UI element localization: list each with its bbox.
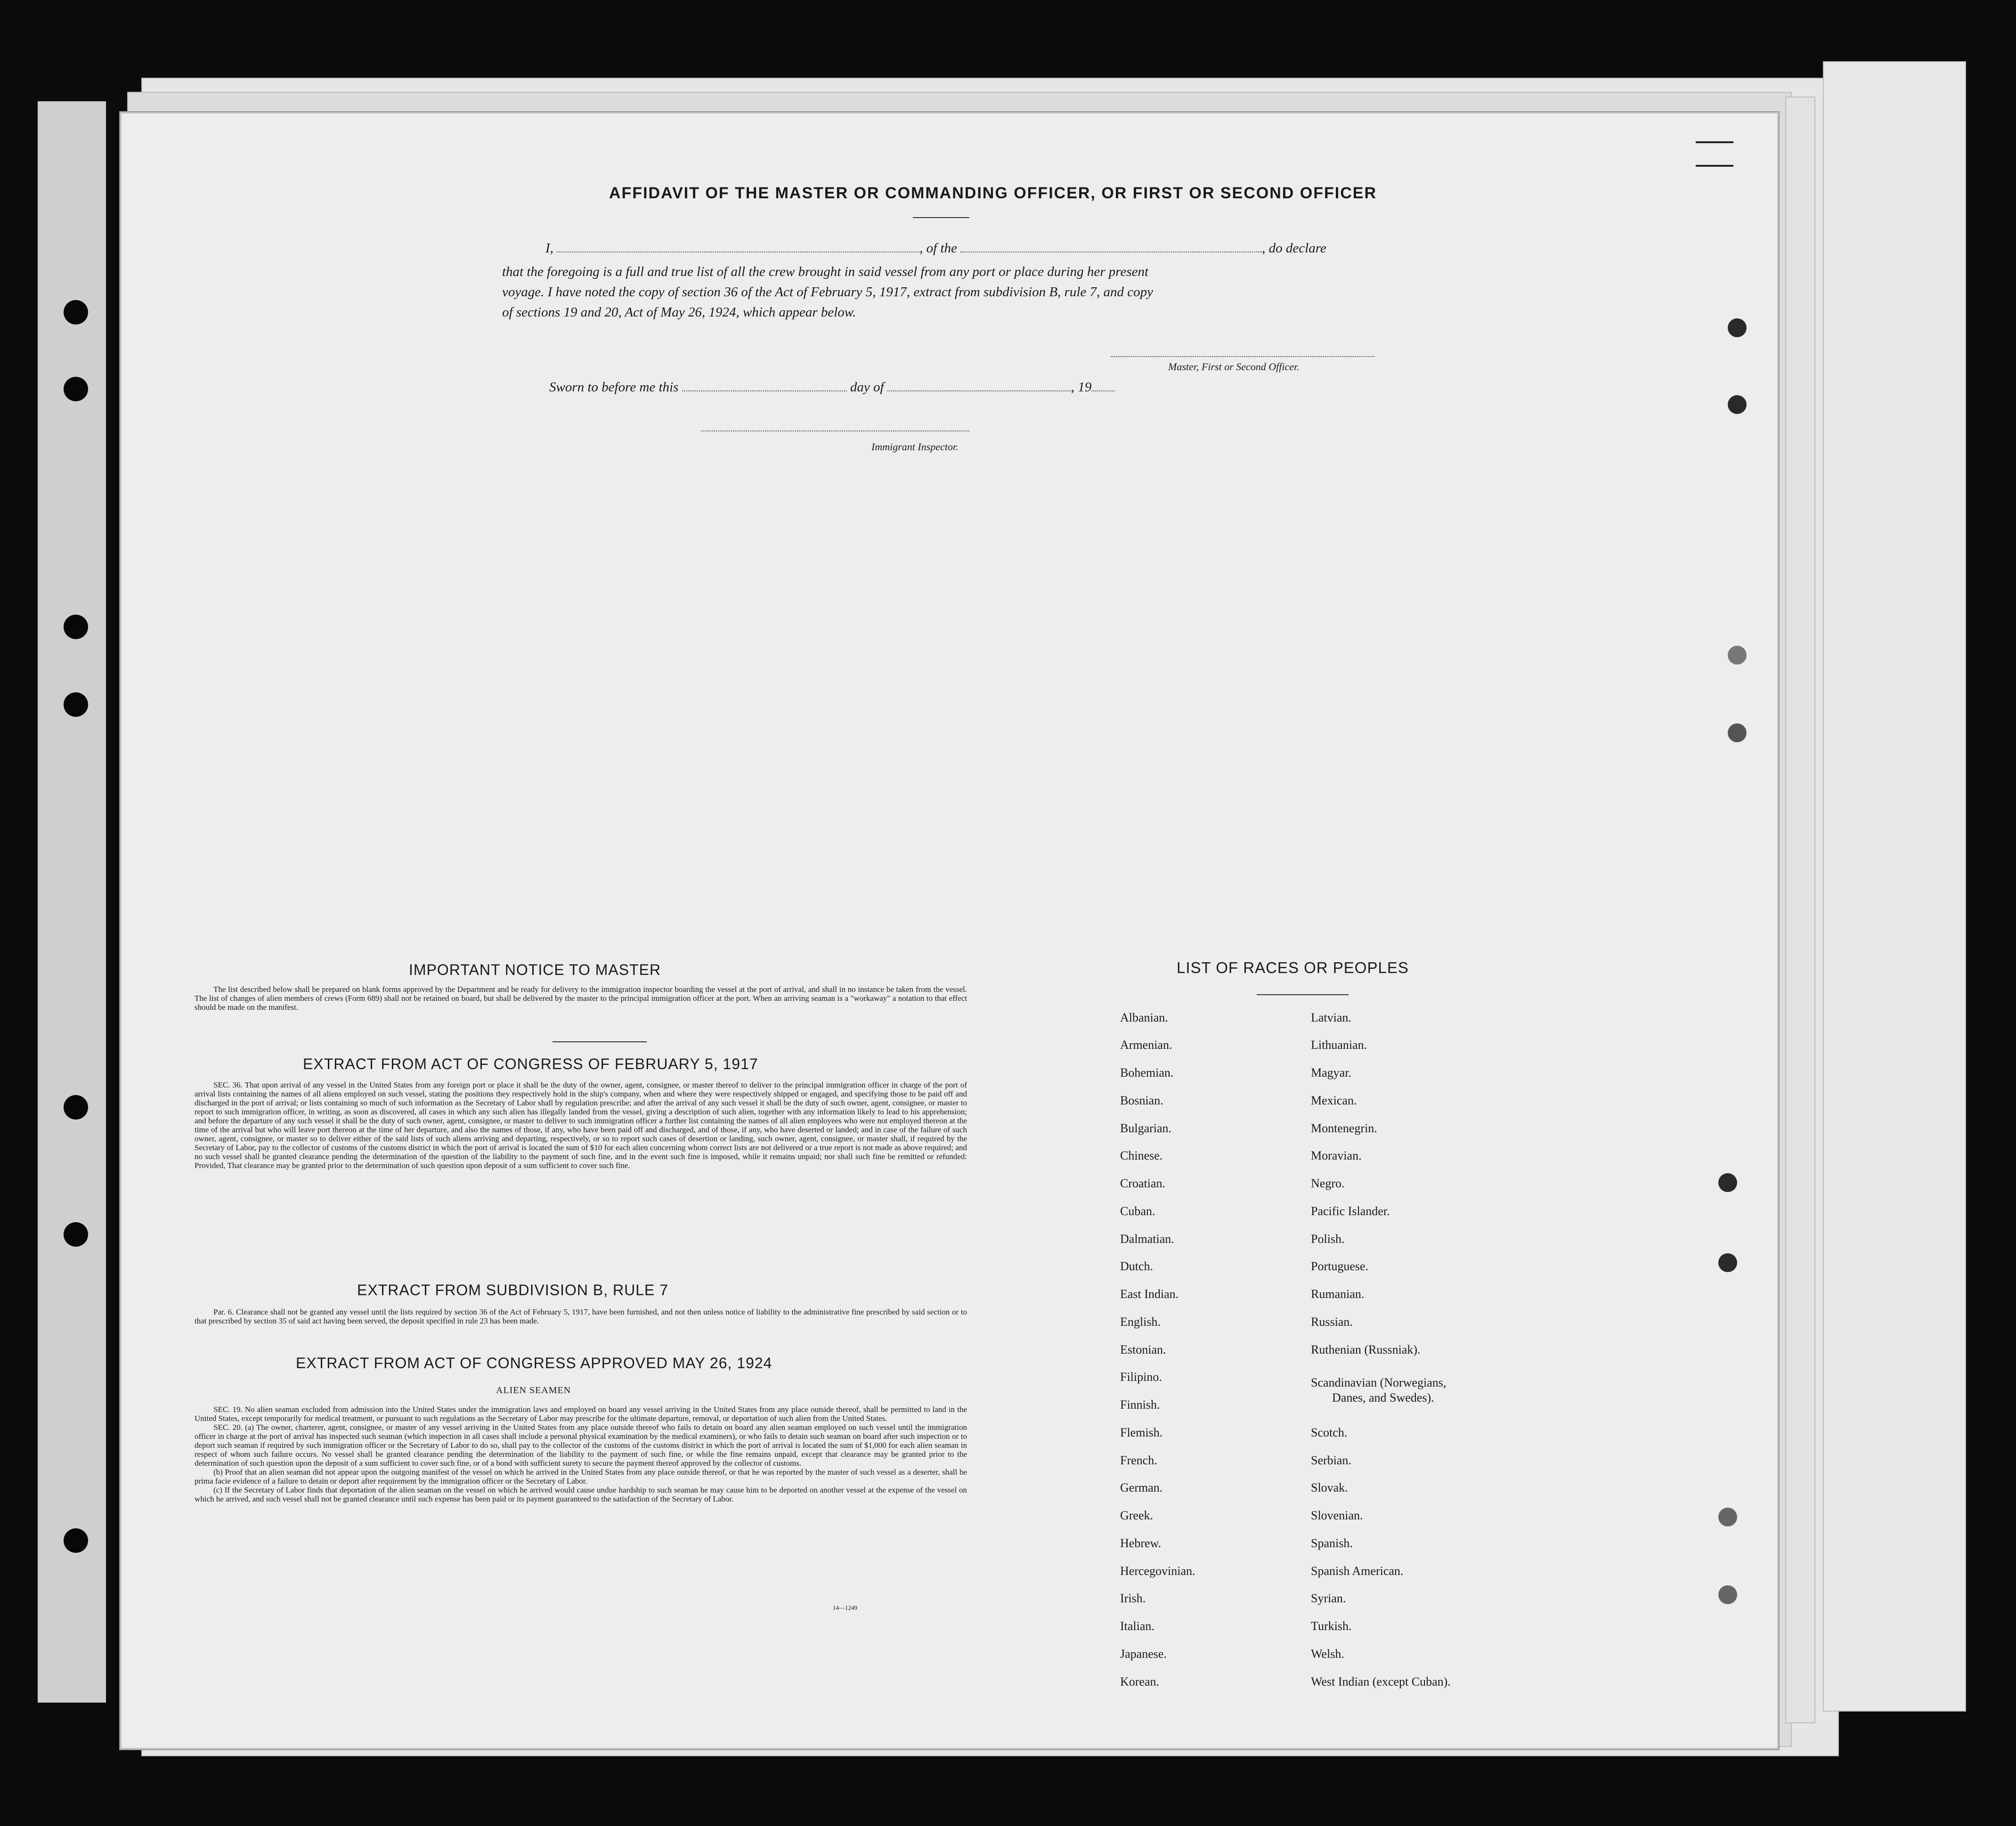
alien-seamen-subtitle: ALIEN SEAMEN <box>496 1385 571 1396</box>
race-item: Negro. <box>1311 1177 1345 1190</box>
affidavit-declare-label: , do declare <box>1262 241 1326 256</box>
punch-hole <box>64 1528 88 1553</box>
corner-mark <box>1696 165 1733 167</box>
race-item: Pacific Islander. <box>1311 1204 1390 1218</box>
page-edge <box>1785 97 1815 1723</box>
pin-mark <box>1728 723 1747 742</box>
affidavit-line3: voyage. I have noted the copy of section 36 of the Act of February 5, 1917, extract from subdivision B, rule 7, and copy <box>502 284 1154 300</box>
race-item: Welsh. <box>1311 1647 1344 1661</box>
race-item: Hercegovinian. <box>1120 1564 1195 1578</box>
race-item: Russian. <box>1311 1315 1353 1329</box>
affidavit-body <box>502 262 1439 323</box>
extract-rule7-text: Par. 6. Clearance shall not be granted any vessel until the lists required by section 36 of the Act of February 5, 1917, have been furnished, and not then unless notice of liability to the administrative fine prescribed by said section or to that prescribed by section 35 of said act having been served, the deposit specified in rule 23 has been made. <box>195 1307 967 1325</box>
race-item: Greek. <box>1120 1509 1154 1522</box>
pin-mark <box>1718 1173 1737 1192</box>
race-item: Flemish. <box>1120 1426 1163 1439</box>
affidavit-i-label: I, <box>545 241 553 256</box>
race-item-continued: Danes, and Swedes). <box>1332 1391 1434 1404</box>
pin-mark <box>1718 1508 1737 1526</box>
master-signature-line[interactable] <box>1111 356 1374 357</box>
race-item: Mexican. <box>1311 1094 1357 1107</box>
corner-mark <box>1696 141 1733 143</box>
punch-hole <box>64 1222 88 1247</box>
affidavit-title: AFFIDAVIT OF THE MASTER OR COMMANDING OFFICER, OR FIRST OR SECOND OFFICER <box>609 184 1377 202</box>
sworn-day-blank[interactable] <box>682 390 847 391</box>
document-page <box>120 112 1779 1749</box>
affidavit-line4: of sections 19 and 20, Act of May 26, 1924, which appear below. <box>502 305 856 320</box>
race-item: English. <box>1120 1315 1161 1329</box>
race-item: Rumanian. <box>1311 1287 1365 1301</box>
race-item: East Indian. <box>1120 1287 1179 1301</box>
page-edge <box>1823 61 1966 1712</box>
pin-mark <box>1728 318 1747 337</box>
extract-1917-title: EXTRACT FROM ACT OF CONGRESS OF FEBRUARY 5, 1917 <box>303 1055 758 1072</box>
sworn-line <box>549 380 1115 395</box>
race-item: Italian. <box>1120 1619 1154 1633</box>
race-item: Finnish. <box>1120 1398 1160 1412</box>
title-rule <box>913 217 969 218</box>
race-item: Albanian. <box>1120 1011 1168 1024</box>
extract-rule7-title: EXTRACT FROM SUBDIVISION B, RULE 7 <box>357 1282 669 1298</box>
race-item: Chinese. <box>1120 1149 1163 1162</box>
race-item: Dutch. <box>1120 1259 1154 1273</box>
race-item: Bulgarian. <box>1120 1121 1172 1135</box>
punch-hole <box>64 377 88 401</box>
races-rule <box>1257 994 1349 995</box>
race-item: Moravian. <box>1311 1149 1362 1162</box>
race-item: Ruthenian (Russniak). <box>1311 1343 1421 1356</box>
affidavit-line1 <box>545 241 1326 256</box>
master-signature-label: Master, First or Second Officer. <box>1168 361 1300 373</box>
race-item: Turkish. <box>1311 1619 1352 1633</box>
punch-hole <box>64 692 88 717</box>
punch-hole <box>64 1095 88 1120</box>
race-item: Cuban. <box>1120 1204 1155 1218</box>
race-item: Scotch. <box>1311 1426 1348 1439</box>
race-item: Croatian. <box>1120 1177 1166 1190</box>
race-item: Estonian. <box>1120 1343 1166 1356</box>
race-item: West Indian (except Cuban). <box>1311 1675 1451 1688</box>
race-item: Japanese. <box>1120 1647 1167 1661</box>
race-item: Scandinavian (Norwegians, <box>1311 1376 1447 1389</box>
sec20c-text: (c) If the Secretary of Labor finds that deportation of the alien seaman on the vessel on which he arrived would cause undue hardship to such seaman he may cause him to be deported on another vessel at the expense of the vessel on which he arrived, and such vessel shall not be granted clearance until such expense has been paid or its payment guaranteed to the satisfaction of the Secretary of Labor. <box>195 1485 967 1503</box>
sec19-text: SEC. 19. No alien seaman excluded from admission into the United States under the immigration laws and employed on board any vessel arriving in the United States from any place outside thereof, shall be permitted to land in the United States, except temporarily for medical treatment, or pursuant to such regulations as the Secretary of Labor may prescribe for the ultimate departure, removal, or deportation of such alien from the United States. <box>195 1405 967 1423</box>
race-item: Slovak. <box>1311 1481 1348 1494</box>
race-item: Latvian. <box>1311 1011 1351 1024</box>
race-item: Montenegrin. <box>1311 1121 1377 1135</box>
punch-hole <box>64 615 88 639</box>
affidavit-of-the-label: , of the <box>919 241 957 256</box>
inspector-signature-line[interactable] <box>701 430 969 431</box>
race-item: Dalmatian. <box>1120 1232 1174 1246</box>
race-item: Lithuanian. <box>1311 1038 1367 1052</box>
race-item: Syrian. <box>1311 1591 1346 1605</box>
sworn-year-blank[interactable] <box>1091 390 1115 391</box>
punch-hole <box>64 300 88 325</box>
race-item: German. <box>1120 1481 1163 1494</box>
notice-title: IMPORTANT NOTICE TO MASTER <box>409 961 661 978</box>
extract-1924-body <box>195 1405 967 1503</box>
pin-mark <box>1718 1253 1737 1272</box>
race-item: Bosnian. <box>1120 1094 1163 1107</box>
race-item: Spanish. <box>1311 1536 1353 1550</box>
race-item: Serbian. <box>1311 1453 1351 1467</box>
extract-1917-text: SEC. 36. That upon arrival of any vessel in the United States from any foreign port or place it shall be the duty of the owner, agent, consignee, or master thereof to deliver to the principal immigration officer in charge of the port of arrival lists containing the names of all aliens employed on such vessel, stating the positions they respectively hold in the ship's company, when and where they were respectively shipped or engaged, and specifying those to be paid off and discharged in the port of arrival; or lists containing so much of such information as the Secretary of Labor shall by regulation prescribe; and after the arrival of any such vessel it shall be the duty of such owner, agent, consignee, or master to report to such immigration officer, in writing, as soon as discovered, all cases in which any such alien has illegally landed from the vessel, giving a description of such alien, together with any information likely to lead to his apprehension; and before the departure of any such vessel it shall be the duty of such owner, agent, consignee, or master to deliver to such immigration officer a further list containing the names of all alien employees who were not employed thereon at the time of the arrival but who will leave port thereon at the time of her departure, and also the names of those, if any, who have been paid off and discharged, and of those, if any, who have deserted or landed; and in case of the failure of such owner, agent, consignee, or master so to deliver either of the said lists of such aliens arriving and departing, respectively, or so to report such cases of desertion or landing, such owner, agent, consignee, or master shall, if required by the Secretary of Labor, pay to the collector of customs of the customs district in which the port of arrival is located the sum of $10 for each alien concerning whom correct lists are not delivered or a true report is not made as above required; and no such vessel shall be granted clearance pending the determination of the question of the liability to the payment of such fine, and in the event such fine is imposed, while it remains unpaid; nor shall such fine be remitted or refunded: Provided, That clearance may be granted prior to the determination of such question upon deposit of a sum sufficient to cover such fine. <box>195 1080 967 1170</box>
race-item: Magyar. <box>1311 1066 1351 1079</box>
race-item: Bohemian. <box>1120 1066 1174 1079</box>
races-title: LIST OF RACES OR PEOPLES <box>1177 959 1409 976</box>
sworn-year-label: , 19 <box>1071 380 1092 395</box>
sworn-day-of-label: day of <box>850 380 884 395</box>
race-item: Polish. <box>1311 1232 1345 1246</box>
section-rule <box>553 1041 647 1042</box>
race-item: Slovenian. <box>1311 1509 1363 1522</box>
race-item: Irish. <box>1120 1591 1146 1605</box>
affidavit-line2: that the foregoing is a full and true list of all the crew brought in said vessel from any port or place during her present <box>502 264 1149 279</box>
sec20a-text: SEC. 20. (a) The owner, charterer, agent, consignee, or master of any vessel arriving in the United States from any place outside thereof who fails to detain on board any alien seaman employed on such vessel until the immigration officer in charge at the port of arrival has inspected such seaman (which inspection in all cases shall include a personal physical examination by the medical examiners), or who fails to detain such seaman on board after such inspection or to deport such seaman if required by such immigration officer or the Secretary of Labor to do so, shall pay to the collector of the customs of the customs district in which the port of arrival is located the sum of $1,000 for each alien seaman in respect of whom such failure occurs. No vessel shall be granted clearance pending the determination of the liability to the payment of such fine, or while the fine remains unpaid, except that clearance may be granted prior to the determination of such question upon the deposit of a sum sufficient to cover such fine, or of a bond with sufficient surety to secure the payment thereof approved by the collector of customs. <box>195 1423 967 1468</box>
form-number: 14—1249 <box>833 1604 857 1611</box>
pin-mark <box>1728 395 1747 414</box>
race-item: Armenian. <box>1120 1038 1172 1052</box>
race-item: Filipino. <box>1120 1370 1162 1384</box>
race-item: Hebrew. <box>1120 1536 1162 1550</box>
sworn-prefix: Sworn to before me this <box>549 380 679 395</box>
inspector-signature-label: Immigrant Inspector. <box>871 441 959 453</box>
race-item: Spanish American. <box>1311 1564 1404 1578</box>
pin-mark <box>1728 646 1747 665</box>
pin-mark <box>1718 1585 1737 1604</box>
sec20b-text: (b) Proof that an alien seaman did not appear upon the outgoing manifest of the vessel on which he arrived in the United States from any place outside thereof, or that he was reported by the master of such vessel as a deserter, shall be prima facie evidence of a failure to detain or deport after requirement by the immigration officer or the Secretary of Labor. <box>195 1468 967 1485</box>
binder-strip <box>38 101 106 1703</box>
race-item: French. <box>1120 1453 1157 1467</box>
sworn-month-blank[interactable] <box>887 390 1071 391</box>
extract-1924-title: EXTRACT FROM ACT OF CONGRESS APPROVED MAY 26, 1924 <box>296 1355 772 1372</box>
race-item: Portuguese. <box>1311 1259 1369 1273</box>
notice-text: The list described below shall be prepared on blank forms approved by the Department and be ready for delivery to the immigration inspector boarding the vessel at the port of arrival, and shall in no instance be taken from the vessel. The list of changes of alien members of crews (Form 689) shall not be retained on board, but shall be delivered by the master to the principal immigration officer at the port. When an arriving seaman is a "workaway" a notation to that effect should be made on the manifest. <box>195 985 967 1012</box>
race-item: Korean. <box>1120 1675 1160 1688</box>
